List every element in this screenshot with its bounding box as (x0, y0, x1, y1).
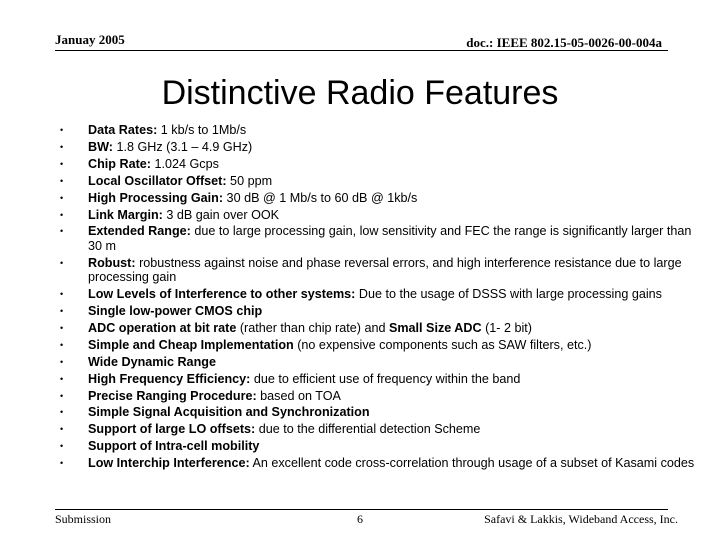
list-item (60, 321, 700, 335)
bullet-icon: • (60, 158, 64, 169)
item-heading: Chip Rate: (88, 156, 151, 171)
item-text: due to efficient use of frequency within the band (250, 371, 521, 386)
item-text: Due to the usage of DSSS with large processing gains (355, 287, 662, 302)
item-heading: Low Interchip Interference: (88, 456, 250, 471)
list-item (60, 256, 700, 285)
bullet-icon: • (60, 175, 64, 186)
item-heading: Extended Range: (88, 224, 191, 239)
bullet-icon: • (60, 339, 64, 350)
item-text: 1.024 Gcps (150, 156, 219, 171)
list-item (60, 355, 700, 369)
item-heading: Simple Signal Acquisition and Synchronization (88, 405, 370, 420)
feature-list (60, 123, 700, 473)
item-heading: Precise Ranging Procedure: (88, 388, 257, 403)
footer-authors: Safavi & Lakkis, Wideband Access, Inc. (484, 512, 678, 526)
list-item (60, 439, 700, 453)
item-heading: Simple and Cheap Implementation (88, 337, 294, 352)
list-item (60, 287, 700, 301)
list-item (60, 372, 700, 386)
item-text: 1 kb/s to 1Mb/s (157, 123, 247, 137)
item-text: 50 ppm (226, 173, 273, 188)
item-heading: BW: (88, 139, 113, 154)
item-heading: Wide Dynamic Range (88, 354, 216, 369)
item-heading: Link Margin: (88, 207, 163, 222)
item-text: 3 dB gain over OOK (162, 207, 280, 222)
bullet-icon: • (60, 209, 64, 220)
bullet-icon: • (60, 141, 64, 152)
item-text: (no expensive components such as SAW filters, etc.) (293, 337, 592, 352)
bullet-icon: • (60, 407, 64, 418)
item-heading: Low Levels of Interference to other systems: (88, 287, 356, 302)
item-heading-secondary: Small Size ADC (388, 320, 482, 335)
bullet-icon: • (60, 441, 64, 452)
bullet-icon: • (60, 373, 64, 384)
bullet-icon: • (60, 192, 64, 203)
item-heading: Local Oscillator Offset: (88, 173, 227, 188)
bullet-icon: • (60, 289, 64, 300)
item-heading: Support of Intra-cell mobility (88, 439, 260, 454)
footer-page-number: 6 (357, 512, 363, 526)
bullet-icon: • (60, 125, 64, 135)
list-item (60, 140, 700, 154)
item-heading: Single low-power CMOS chip (88, 303, 263, 318)
list-item (60, 422, 700, 436)
item-text: based on TOA (256, 388, 341, 403)
item-text: An excellent code cross-correlation through usage of a subset of Kasami codes (249, 456, 695, 471)
list-item (60, 191, 700, 205)
item-text-secondary: (1- 2 bit) (481, 320, 532, 335)
list-item (60, 174, 700, 188)
bullet-icon: • (60, 226, 64, 237)
list-item (60, 224, 700, 253)
list-item (60, 304, 700, 318)
item-heading: High Processing Gain: (88, 190, 224, 205)
header-date: Januay 2005 (55, 32, 125, 47)
header-doc-id: doc.: IEEE 802.15-05-0026-00-004a (466, 35, 662, 50)
list-item (60, 338, 700, 352)
bullet-icon: • (60, 356, 64, 367)
item-heading: Robust: (88, 255, 136, 270)
footer-divider (55, 509, 668, 510)
item-text: robustness against noise and phase reversal errors, and high interference resistance due to large processing gain (88, 255, 682, 285)
item-text: due to large processing gain, low sensitivity and FEC the range is significantly larger than 30 m (88, 224, 692, 253)
item-text: (rather than chip rate) and (236, 320, 389, 335)
item-heading: Support of large LO offsets: (88, 422, 256, 437)
list-item (60, 389, 700, 403)
header-divider (55, 50, 668, 51)
bullet-icon: • (60, 322, 64, 333)
list-item (60, 208, 700, 222)
bullet-icon: • (60, 458, 64, 469)
slide-title: Distinctive Radio Features (161, 74, 559, 112)
item-heading: High Frequency Efficiency: (88, 371, 251, 386)
list-item (60, 157, 700, 171)
bullet-icon: • (60, 424, 64, 435)
bullet-icon: • (60, 305, 64, 316)
list-item (60, 123, 700, 137)
item-text: due to the differential detection Scheme (255, 422, 481, 437)
list-item (60, 456, 700, 470)
bullet-icon: • (60, 257, 64, 268)
item-heading: Data Rates: (88, 123, 158, 137)
item-text: 30 dB @ 1 Mb/s to 60 dB @ 1kb/s (223, 190, 418, 205)
footer-submission: Submission (55, 512, 112, 526)
list-item (60, 405, 700, 419)
item-text: 1.8 GHz (3.1 – 4.9 GHz) (112, 139, 253, 154)
item-heading: ADC operation at bit rate (88, 320, 237, 335)
bullet-icon: • (60, 390, 64, 401)
